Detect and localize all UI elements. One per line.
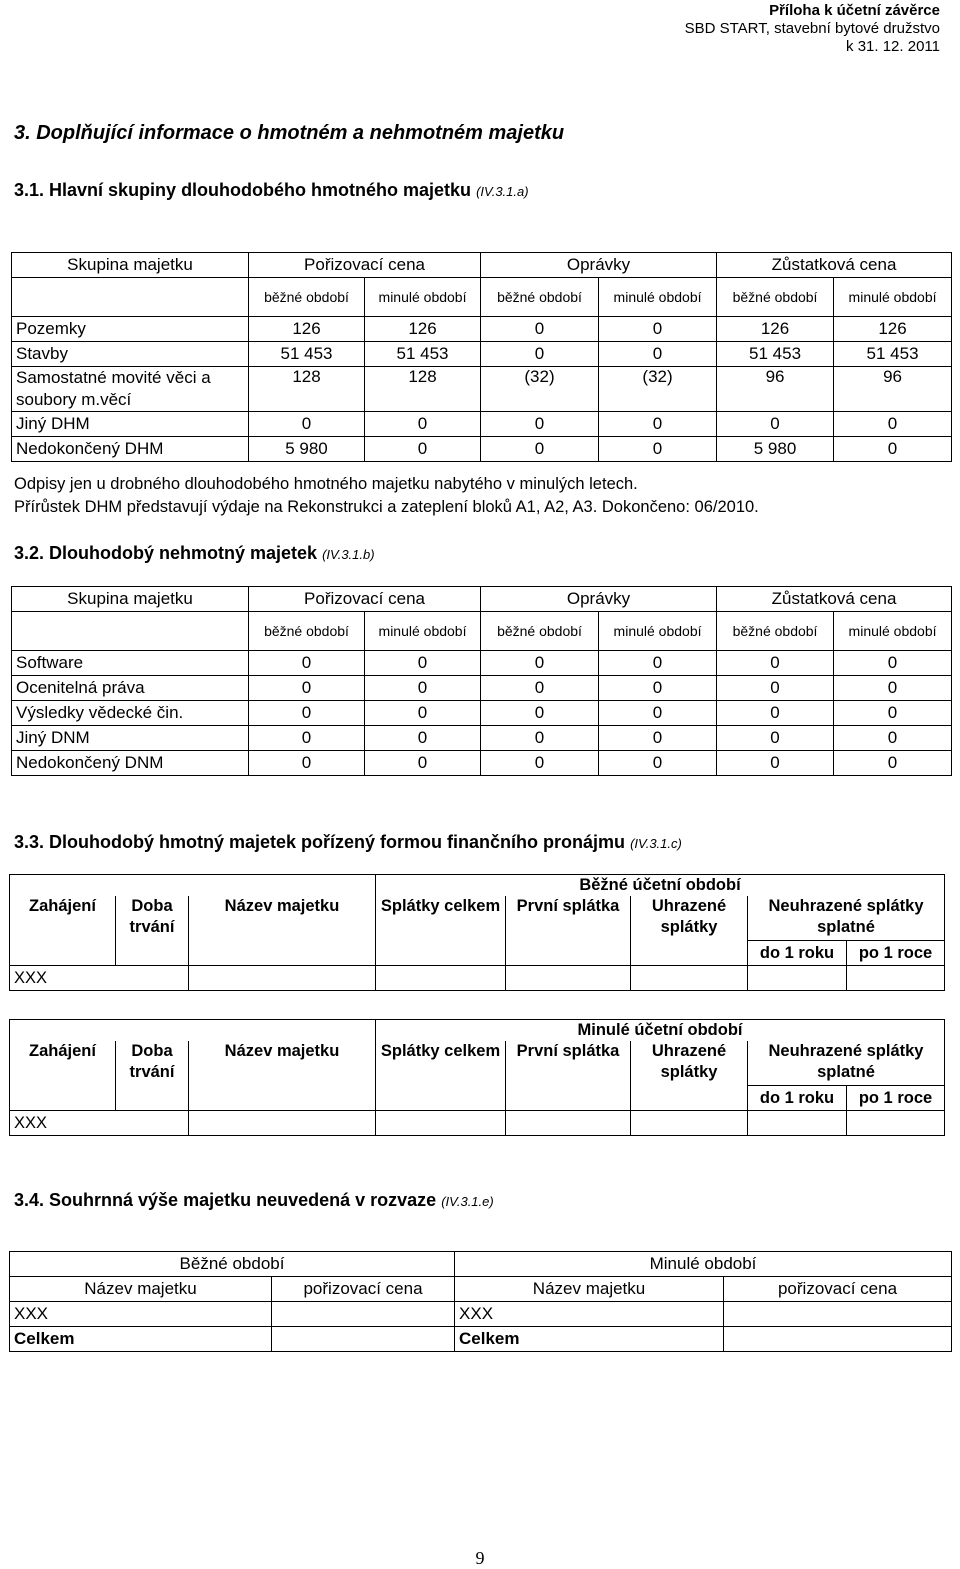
subsection-3-1-ref: (IV.3.1.a) (476, 184, 529, 199)
row-name: Software (12, 651, 249, 676)
subheader-current: běžné období (249, 278, 365, 317)
placeholder-cell: XXX (10, 1302, 272, 1327)
cell: 126 (365, 317, 481, 342)
subheader-current: běžné období (481, 612, 599, 651)
subheader-previous: minulé období (599, 612, 717, 651)
table-row (12, 412, 952, 437)
col-acquisition-cost: Pořizovací cena (249, 587, 481, 612)
table-row (10, 1327, 952, 1352)
cell: 51 453 (834, 342, 952, 367)
page-number: 9 (475, 1548, 485, 1568)
cell: 51 453 (249, 342, 365, 367)
cell: 0 (249, 701, 365, 726)
cell: 0 (481, 676, 599, 701)
cell: 96 (717, 367, 834, 412)
row-name: Jiný DNM (12, 726, 249, 751)
cell: 0 (481, 726, 599, 751)
cell: 0 (717, 701, 834, 726)
col-first-payment: První splátka (506, 896, 631, 966)
cell: 0 (365, 651, 481, 676)
cell: 0 (717, 751, 834, 776)
subsection-3-3-heading (14, 832, 682, 853)
col-within-1-year: do 1 roku (748, 941, 847, 966)
table-row (12, 437, 952, 462)
cell: 0 (599, 676, 717, 701)
subheader-empty (12, 612, 249, 651)
placeholder-row: XXX (10, 966, 189, 991)
table-row (12, 651, 952, 676)
header-title: Příloha k účetní závěrce (769, 2, 940, 19)
period-label: Běžné účetní období (376, 875, 945, 897)
cell: 51 453 (365, 342, 481, 367)
total-label: Celkem (10, 1327, 272, 1352)
cell: 0 (717, 676, 834, 701)
cell: 0 (365, 676, 481, 701)
subsection-3-1-heading (14, 180, 529, 201)
table-row (10, 1302, 952, 1327)
col-total-payments: Splátky celkem (376, 1041, 506, 1111)
col-first-payment: První splátka (506, 1041, 631, 1111)
col-duration: Doba trvání (116, 1041, 189, 1111)
cell: 0 (365, 701, 481, 726)
col-acquisition-cost: pořizovací cena (272, 1277, 455, 1302)
cell: 0 (481, 701, 599, 726)
subsection-3-3-ref: (IV.3.1.c) (630, 836, 682, 851)
col-depreciation: Oprávky (481, 587, 717, 612)
row-name: Nedokončený DHM (12, 437, 249, 462)
table-row (12, 751, 952, 776)
cell: 0 (717, 651, 834, 676)
addition-note: Přírůstek DHM představují výdaje na Rekonstrukci a zateplení bloků A1, A2, A3. Dokončeno: 06/2010. (14, 498, 759, 516)
col-acquisition-cost: pořizovací cena (724, 1277, 952, 1302)
col-net-value: Zůstatková cena (717, 587, 952, 612)
cell: 0 (481, 437, 599, 462)
table-row (12, 367, 952, 412)
cell: 0 (599, 317, 717, 342)
cell: 0 (481, 751, 599, 776)
col-asset-name: Název majetku (455, 1277, 724, 1302)
subheader-previous: minulé období (365, 612, 481, 651)
header-company: SBD START, stavební bytové družstvo (684, 20, 940, 37)
row-name: Pozemky (12, 317, 249, 342)
cell: 0 (365, 412, 481, 437)
subsection-3-1-title: 3.1. Hlavní skupiny dlouhodobého hmotného majetku (14, 180, 472, 200)
col-over-1-year: po 1 roce (847, 1086, 945, 1111)
col-group-header: Skupina majetku (12, 587, 249, 612)
row-name: Stavby (12, 342, 249, 367)
cell: 0 (365, 437, 481, 462)
cell: 0 (717, 726, 834, 751)
cell: 0 (599, 437, 717, 462)
cell: 128 (249, 367, 365, 412)
col-unpaid-payments: Neuhrazené splátky splatné (748, 1041, 945, 1086)
cell: 0 (249, 412, 365, 437)
cell: 0 (599, 751, 717, 776)
cell: 0 (599, 701, 717, 726)
subsection-3-4-title: 3.4. Souhrnná výše majetku neuvedená v rozvaze (14, 1190, 437, 1210)
cell: 0 (249, 751, 365, 776)
lease-table-previous (9, 1019, 945, 1136)
col-within-1-year: do 1 roku (748, 1086, 847, 1111)
cell: 0 (834, 726, 952, 751)
cell: 0 (834, 437, 952, 462)
table-row (12, 726, 952, 751)
cell: 126 (717, 317, 834, 342)
subheader-previous: minulé období (834, 278, 952, 317)
col-start: Zahájení (10, 896, 116, 966)
col-duration: Doba trvání (116, 896, 189, 966)
subsection-3-3-title: 3.3. Dlouhodobý hmotný majetek pořízený formou finančního pronájmu (14, 832, 626, 852)
cell: 0 (599, 412, 717, 437)
lease-table-current (9, 874, 945, 991)
subheader-current: běžné období (249, 612, 365, 651)
subheader-previous: minulé období (365, 278, 481, 317)
col-group-header: Skupina majetku (12, 253, 249, 278)
off-balance-assets-table (9, 1251, 952, 1352)
col-paid-payments: Uhrazené splátky (631, 896, 748, 966)
cell: 0 (481, 317, 599, 342)
subsection-3-4-ref: (IV.3.1.e) (441, 1194, 494, 1209)
cell: 0 (599, 651, 717, 676)
row-name: Nedokončený DNM (12, 751, 249, 776)
cell: (32) (599, 367, 717, 412)
subsection-3-4-heading (14, 1190, 494, 1211)
subsection-3-2-ref: (IV.3.1.b) (322, 547, 375, 562)
subheader-current: běžné období (717, 278, 834, 317)
depreciation-note: Odpisy jen u drobného dlouhodobého hmotného majetku nabytého v minulých letech. (14, 475, 638, 493)
cell: 0 (717, 412, 834, 437)
cell: 0 (249, 726, 365, 751)
total-label: Celkem (455, 1327, 724, 1352)
subheader-current: běžné období (481, 278, 599, 317)
col-total-payments: Splátky celkem (376, 896, 506, 966)
cell: 0 (481, 651, 599, 676)
cell: 96 (834, 367, 952, 412)
cell: 0 (834, 751, 952, 776)
header-date: k 31. 12. 2011 (846, 38, 940, 55)
row-name: Ocenitelná práva (12, 676, 249, 701)
cell: 5 980 (249, 437, 365, 462)
col-net-value: Zůstatková cena (717, 253, 952, 278)
col-depreciation: Oprávky (481, 253, 717, 278)
cell: 128 (365, 367, 481, 412)
tangible-assets-table (11, 252, 952, 462)
cell: (32) (481, 367, 599, 412)
cell: 51 453 (717, 342, 834, 367)
row-name: Výsledky vědecké čin. (12, 701, 249, 726)
period-previous-header: Minulé období (455, 1252, 952, 1277)
subsection-3-2-title: 3.2. Dlouhodobý nehmotný majetek (14, 543, 318, 563)
col-start: Zahájení (10, 1041, 116, 1111)
cell: 0 (834, 412, 952, 437)
cell: 0 (599, 342, 717, 367)
subsection-3-2-heading (14, 543, 375, 564)
period-current-header: Běžné období (10, 1252, 455, 1277)
cell: 5 980 (717, 437, 834, 462)
col-unpaid-payments: Neuhrazené splátky splatné (748, 896, 945, 941)
col-asset-name: Název majetku (10, 1277, 272, 1302)
col-paid-payments: Uhrazené splátky (631, 1041, 748, 1111)
cell: 0 (599, 726, 717, 751)
cell: 0 (481, 412, 599, 437)
table-row (12, 342, 952, 367)
subheader-previous: minulé období (834, 612, 952, 651)
col-asset-name: Název majetku (189, 1041, 376, 1111)
subheader-empty (12, 278, 249, 317)
subheader-current: běžné období (717, 612, 834, 651)
subheader-previous: minulé období (599, 278, 717, 317)
table-row (12, 676, 952, 701)
col-over-1-year: po 1 roce (847, 941, 945, 966)
intangible-assets-table (11, 586, 952, 776)
placeholder-cell: XXX (455, 1302, 724, 1327)
col-asset-name: Název majetku (189, 896, 376, 966)
col-acquisition-cost: Pořizovací cena (249, 253, 481, 278)
cell: 0 (365, 751, 481, 776)
cell: 0 (481, 342, 599, 367)
cell: 0 (249, 676, 365, 701)
cell: 126 (834, 317, 952, 342)
document-header (685, 2, 940, 56)
cell: 0 (834, 701, 952, 726)
period-label: Minulé účetní období (376, 1020, 945, 1042)
table-row (12, 701, 952, 726)
table-row (12, 317, 952, 342)
cell: 0 (249, 651, 365, 676)
cell: 126 (249, 317, 365, 342)
cell: 0 (365, 726, 481, 751)
row-name: Jiný DHM (12, 412, 249, 437)
cell: 0 (834, 676, 952, 701)
row-name: Samostatné movité věci a soubory m.věcí (12, 367, 249, 412)
cell: 0 (834, 651, 952, 676)
section-title: 3. Doplňující informace o hmotném a nehmotném majetku (14, 122, 565, 144)
placeholder-row: XXX (10, 1111, 189, 1136)
